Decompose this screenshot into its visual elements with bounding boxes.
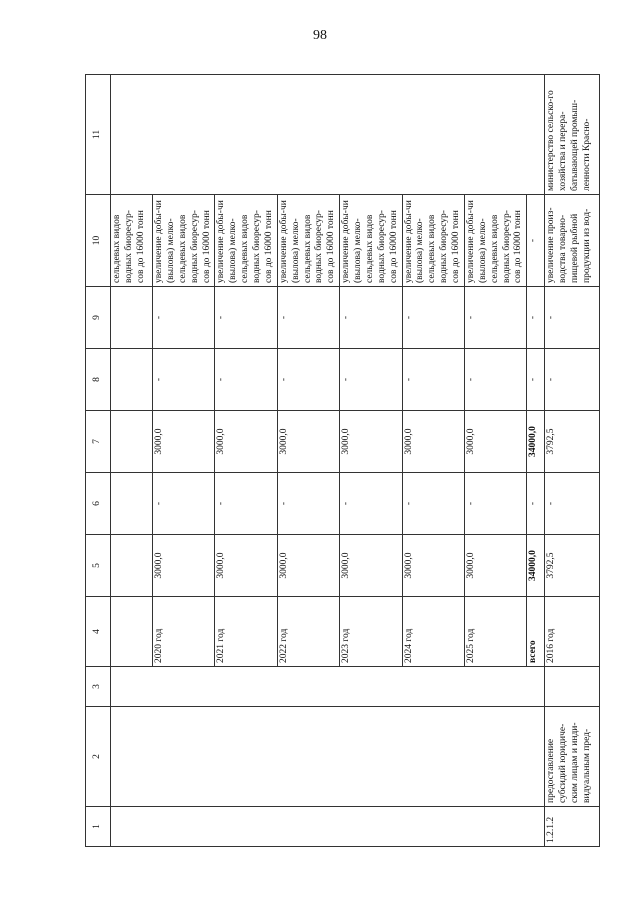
cell-other: -	[402, 287, 464, 349]
cell-year	[111, 597, 153, 667]
cell-regional: 3000,0	[402, 411, 464, 473]
cell-total: 3000,0	[340, 535, 402, 597]
cell-other: -	[527, 287, 545, 349]
cell-number: 1.2.1.2	[545, 807, 600, 847]
cell-federal: -	[153, 473, 215, 535]
col-header-1: 1	[86, 807, 111, 847]
cell-local: -	[153, 349, 215, 411]
cell-federal: -	[277, 473, 339, 535]
cell-total: 3000,0	[277, 535, 339, 597]
col-header-7: 7	[86, 411, 111, 473]
rotated-table-container	[85, 75, 600, 847]
cell-total: 3000,0	[464, 535, 526, 597]
cell-federal: -	[215, 473, 277, 535]
col-header-5: 5	[86, 535, 111, 597]
cell-result: увеличение произ-водства товарно-пищевой рыбной продукции из вод-	[545, 195, 600, 287]
cell-year: 2016 год	[545, 597, 600, 667]
cell-local: -	[340, 349, 402, 411]
cell-regional: 3000,0	[464, 411, 526, 473]
cell-year: 2025 год	[464, 597, 526, 667]
cell-local	[111, 349, 153, 411]
cell-federal: -	[464, 473, 526, 535]
cell-federal: -	[545, 473, 600, 535]
cell-result: сельдевых видов водных биоресур-сов до 16000 тонн	[111, 195, 153, 287]
table-row	[545, 75, 600, 847]
cell-regional: 34000,0	[527, 411, 545, 473]
cell-regional: 3792,5	[545, 411, 600, 473]
cell-other: -	[153, 287, 215, 349]
cell-total: 3792,5	[545, 535, 600, 597]
cell-total: 34000,0	[527, 535, 545, 597]
column-number-row	[86, 75, 111, 847]
cell-result: -	[527, 195, 545, 287]
cell-local: -	[527, 349, 545, 411]
cell-number	[111, 807, 545, 847]
cell-federal	[111, 473, 153, 535]
cell-year: 2020 год	[153, 597, 215, 667]
cell-total: 3000,0	[402, 535, 464, 597]
col-header-8: 8	[86, 349, 111, 411]
cell-result: увеличение добы-чи (вылова) мелко-сельдевых видов водных биоресур-сов до 16000 тонн	[402, 195, 464, 287]
cell-activity-name	[111, 707, 545, 807]
cell-result: увеличение добы-чи (вылова) мелко-сельдевых видов водных биоресур-сов до 16000 тонн	[340, 195, 402, 287]
program-activities-table	[85, 74, 600, 847]
cell-local: -	[464, 349, 526, 411]
cell-other: -	[215, 287, 277, 349]
cell-year: 2021 год	[215, 597, 277, 667]
cell-regional	[111, 411, 153, 473]
table-row-continuation	[111, 75, 153, 847]
col-header-3: 3	[86, 667, 111, 707]
cell-year: 2022 год	[277, 597, 339, 667]
cell-regional: 3000,0	[340, 411, 402, 473]
cell-regional: 3000,0	[277, 411, 339, 473]
cell-federal: -	[340, 473, 402, 535]
col-header-2: 2	[86, 707, 111, 807]
cell-executor: министерство сельско-го хозяйства и перера-батывающей промыш-ленности Красно-	[545, 75, 600, 195]
col-header-10: 10	[86, 195, 111, 287]
cell-year: всего	[527, 597, 545, 667]
cell-local: -	[545, 349, 600, 411]
cell-year: 2024 год	[402, 597, 464, 667]
cell-federal: -	[402, 473, 464, 535]
cell-total	[111, 535, 153, 597]
cell-regional: 3000,0	[215, 411, 277, 473]
cell-result: увеличение добы-чи (вылова) мелко-сельдевых видов водных биоресур-сов до 16000 тонн	[215, 195, 277, 287]
col-header-6: 6	[86, 473, 111, 535]
cell-other: -	[340, 287, 402, 349]
cell-other: -	[464, 287, 526, 349]
cell-deadline	[111, 667, 545, 707]
col-header-11: 11	[86, 75, 111, 195]
cell-local: -	[215, 349, 277, 411]
cell-executor	[111, 75, 545, 195]
cell-other	[111, 287, 153, 349]
cell-other: -	[545, 287, 600, 349]
cell-result: увеличение добы-чи (вылова) мелко-сельдевых видов водных биоресур-сов до 16000 тонн	[153, 195, 215, 287]
cell-year: 2023 год	[340, 597, 402, 667]
col-header-9: 9	[86, 287, 111, 349]
cell-deadline	[545, 667, 600, 707]
cell-total: 3000,0	[153, 535, 215, 597]
cell-result: увеличение добы-чи (вылова) мелко-сельдевых видов водных биоресур-сов до 16000 тонн	[277, 195, 339, 287]
cell-federal: -	[527, 473, 545, 535]
col-header-4: 4	[86, 597, 111, 667]
cell-total: 3000,0	[215, 535, 277, 597]
cell-regional: 3000,0	[153, 411, 215, 473]
cell-local: -	[277, 349, 339, 411]
cell-result: увеличение добы-чи (вылова) мелко-сельдевых видов водных биоресур-сов до 16000 тонн	[464, 195, 526, 287]
cell-local: -	[402, 349, 464, 411]
cell-activity-name: предоставление субсидий юридиче-ским лицам и инди-видуальным пред-	[545, 707, 600, 807]
page-number: 98	[313, 28, 327, 43]
cell-other: -	[277, 287, 339, 349]
